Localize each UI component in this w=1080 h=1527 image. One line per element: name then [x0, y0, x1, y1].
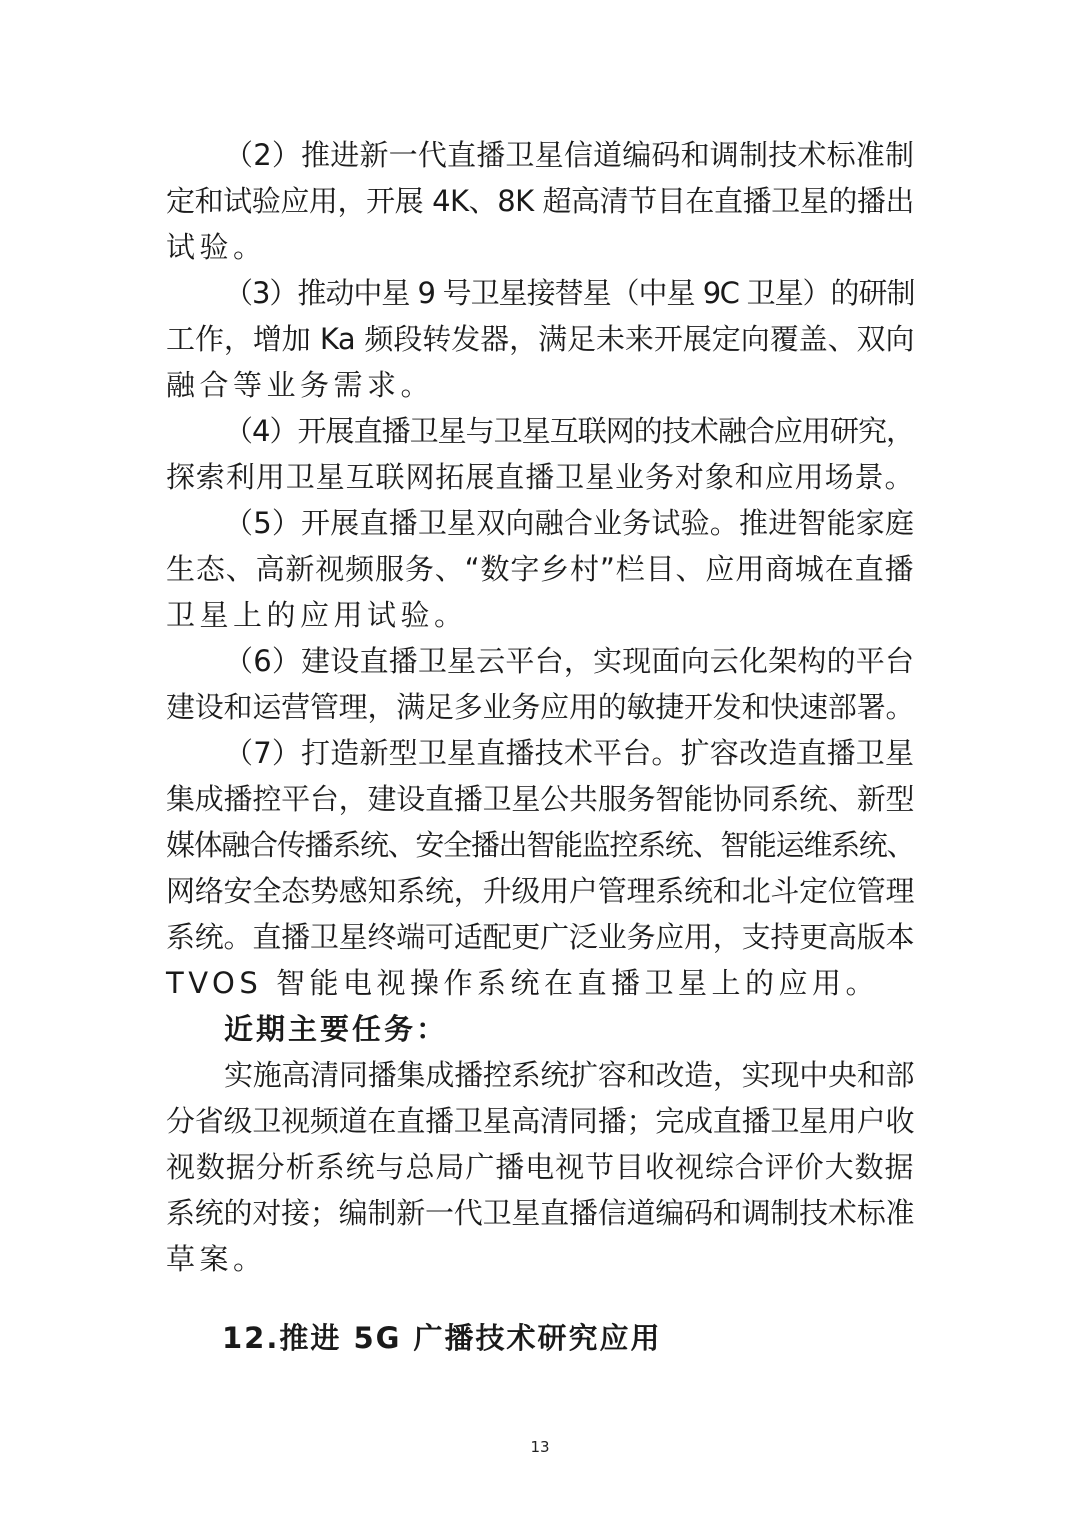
paragraph-4-line-2: 探索利用卫星互联网拓展直播卫星业务对象和应用场景。: [166, 460, 914, 494]
paragraph-5-line-3: 卫星上的应用试验。: [166, 598, 468, 632]
paragraph-3-line-1: （3）推动中星 9 号卫星接替星（中星 9C 卫星）的研制: [224, 276, 914, 310]
recent-tasks-line-4: 系统的对接；编制新一代卫星直播信道编码和调制技术标准: [166, 1196, 914, 1230]
paragraph-2-line-2: 定和试验应用，开展 4K、8K 超高清节目在直播卫星的播出: [166, 184, 914, 218]
paragraph-5-line-1: （5）开展直播卫星双向融合业务试验。推进智能家庭: [224, 506, 914, 540]
paragraph-5-line-2: 生态、高新视频服务、“数字乡村”栏目、应用商城在直播: [166, 552, 914, 586]
paragraph-7-line-5: 系统。直播卫星终端可适配更广泛业务应用，支持更高版本: [166, 920, 914, 954]
recent-tasks-line-5: 草案。: [166, 1242, 267, 1276]
paragraph-2-line-3: 试验。: [166, 230, 267, 264]
recent-tasks-line-1: 实施高清同播集成播控系统扩容和改造，实现中央和部: [224, 1058, 914, 1092]
recent-tasks-heading: 近期主要任务：: [224, 1012, 449, 1046]
paragraph-7-line-6: TVOS 智能电视操作系统在直播卫星上的应用。: [166, 966, 879, 1000]
paragraph-4-line-1: （4）开展直播卫星与卫星互联网的技术融合应用研究，: [224, 414, 914, 448]
paragraph-6-line-1: （6）建设直播卫星云平台，实现面向云化架构的平台: [224, 644, 914, 678]
paragraph-7-line-2: 集成播控平台，建设直播卫星公共服务智能协同系统、新型: [166, 782, 914, 816]
page-number: 13: [530, 1438, 550, 1456]
paragraph-3-line-3: 融合等业务需求。: [166, 368, 435, 402]
paragraph-7-line-4: 网络安全态势感知系统，升级用户管理系统和北斗定位管理: [166, 874, 914, 908]
paragraph-2-line-1: （2）推进新一代直播卫星信道编码和调制技术标准制: [224, 138, 914, 172]
recent-tasks-line-2: 分省级卫视频道在直播卫星高清同播；完成直播卫星用户收: [166, 1104, 914, 1138]
paragraph-3-line-2: 工作，增加 Ka 频段转发器，满足未来开展定向覆盖、双向: [166, 322, 914, 356]
recent-tasks-line-3: 视数据分析系统与总局广播电视节目收视综合评价大数据: [166, 1150, 914, 1184]
paragraph-6-line-2: 建设和运营管理，满足多业务应用的敏捷开发和快速部署。: [166, 690, 914, 724]
paragraph-7-line-1: （7）打造新型卫星直播技术平台。扩容改造直播卫星: [224, 736, 914, 770]
section-title: 12.推进 5G 广播技术研究应用: [222, 1321, 662, 1355]
paragraph-7-line-3: 媒体融合传播系统、安全播出智能监控系统、智能运维系统、: [166, 828, 914, 862]
